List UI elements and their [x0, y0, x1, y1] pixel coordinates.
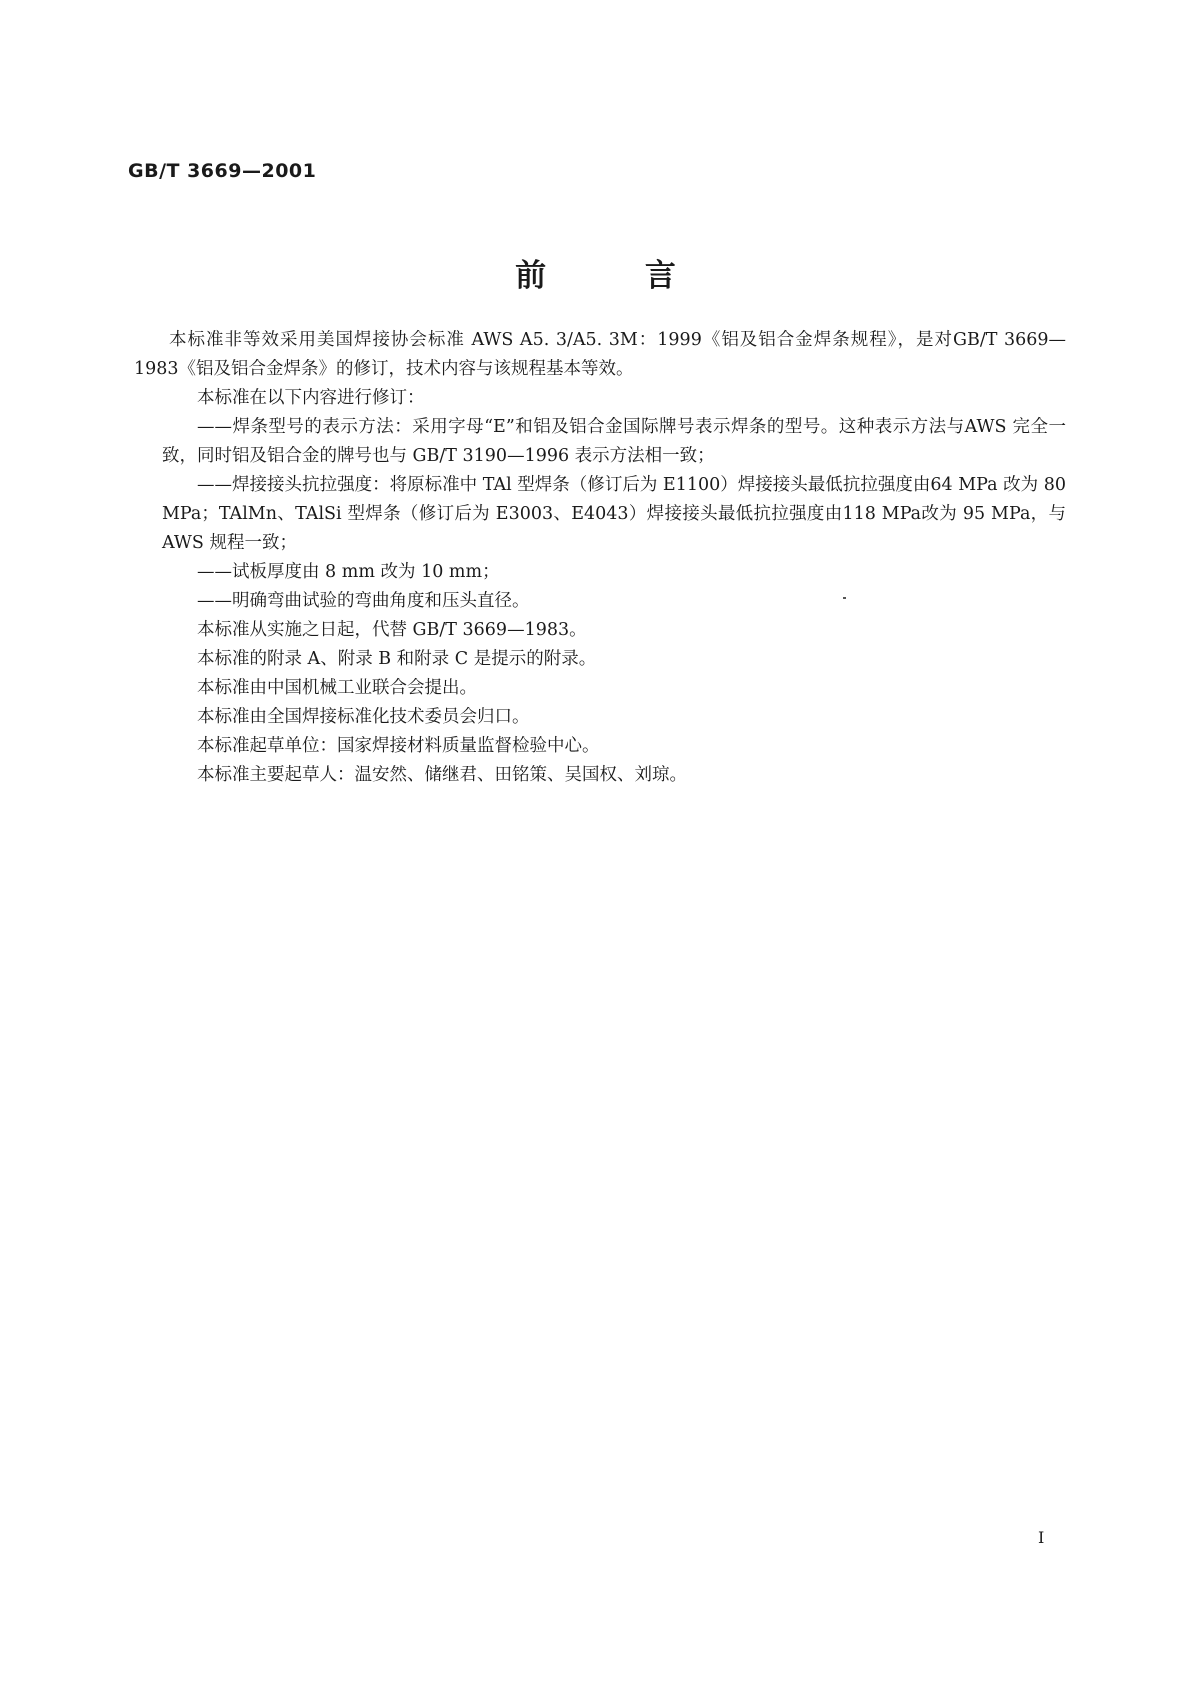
paragraph-revision-item-thickness: ——试板厚度由 8 mm 改为 10 mm；: [197, 562, 500, 582]
paragraph-revision-item-designation: ——焊条型号的表示方法：采用字母“E”和铝及铝合金国际牌号表示焊条的型号。这种表示方法与AWS 完全一致，同时铝及铝合金的牌号也与 GB/T 3190—1996 表示方法相一致；: [162, 417, 1066, 466]
page-title: 前 言: [515, 258, 720, 294]
paragraph-replacement: 本标准从实施之日起，代替 GB/T 3669—1983。: [197, 620, 587, 640]
paragraph-revision-intro: 本标准在以下内容进行修订：: [197, 388, 425, 408]
paragraph-adoption: 本标准非等效采用美国焊接协会标准 AWS A5. 3/A5. 3M：1999《铝及铝合金焊条规程》，是对GB/T 3669—1983《铝及铝合金焊条》的修订，技术内容与该规程基本等效。: [134, 330, 1066, 379]
paragraph-drafters: 本标准主要起草人：温安然、储继君、田铭策、吴国权、刘琼。: [197, 765, 687, 785]
paragraph-revision-item-bend: ——明确弯曲试验的弯曲角度和压头直径。: [197, 591, 530, 611]
paragraph-proposer: 本标准由中国机械工业联合会提出。: [197, 678, 477, 698]
paragraph-revision-item-tensile: ——焊接接头抗拉强度：将原标准中 TAl 型焊条（修订后为 E1100）焊接接头最低抗拉强度由64 MPa 改为 80 MPa；TAlMn、TAlSi 型焊条（修订后为 E3003、E4043）焊接接头最低抗拉强度由118 MPa改为 95 MPa，与 AWS 规程一致；: [162, 475, 1066, 553]
scan-speck: [843, 597, 846, 599]
foreword-body: [134, 326, 1066, 790]
page-number: I: [1038, 1528, 1045, 1547]
paragraph-responsible-body: 本标准由全国焊接标准化技术委员会归口。: [197, 707, 530, 727]
paragraph-appendices: 本标准的附录 A、附录 B 和附录 C 是提示的附录。: [197, 649, 597, 669]
paragraph-drafting-unit: 本标准起草单位：国家焊接材料质量监督检验中心。: [197, 736, 600, 756]
standard-number: GB/T 3669—2001: [128, 160, 317, 182]
